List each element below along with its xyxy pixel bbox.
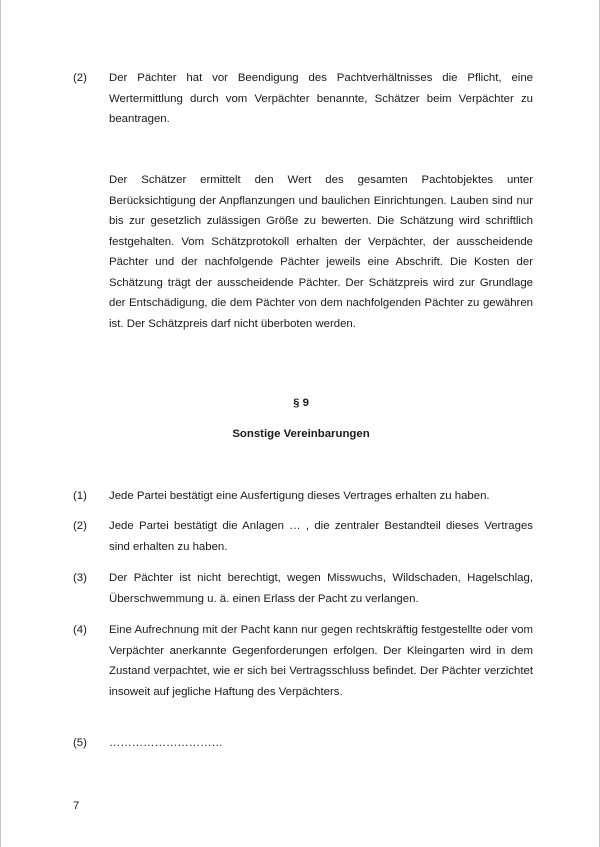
paragraph-8-2	[73, 68, 533, 130]
paragraph-number: (1)	[73, 490, 87, 502]
paragraph-number: (2)	[73, 72, 87, 84]
paragraph-text: Der Pächter hat vor Beendigung des Pachtverhältnisses die Pflicht, eine Wertermittlung durch vom Verpächter benannte, Schätzer beim Verpächter zu beantragen.	[109, 72, 533, 125]
paragraph-text: Jede Partei bestätigt eine Ausfertigung dieses Vertrages erhalten zu haben.	[109, 490, 490, 502]
paragraph-9-2	[73, 516, 533, 557]
paragraph-number: (5)	[73, 737, 87, 749]
paragraph-number: (3)	[73, 572, 87, 584]
paragraph-9-4	[73, 620, 533, 702]
paragraph-number: (2)	[73, 520, 87, 532]
paragraph-9-3	[73, 568, 533, 609]
paragraph-schaetzer: Der Schätzer ermittelt den Wert des gesamten Pachtobjektes unter Berücksichtigung der Anpflanzungen und baulichen Einrichtungen. Lauben sind nur bis zur gesetzlich zulässigen Größe zu bewerten. Die Schätzung wird schriftlich festgehalten. Vom Schätzprotokoll erhalten der Verpächter, der ausscheidende Pächter und der nachfolgende Pächter jeweils eine Abschrift. Die Kosten der Schätzung trägt der ausscheidende Pächter. Der Schätzpreis wird zur Grundlage der Entschädigung, die dem Pächter von dem nachfolgenden Pächter zu gewähren ist. Der Schätzpreis darf nicht überboten werden.	[109, 174, 533, 330]
paragraph-text: Der Pächter ist nicht berechtigt, wegen Misswuchs, Wildschaden, Hagelschlag, Überschwemmung u. ä. einen Erlass der Pacht zu verlangen.	[109, 572, 533, 605]
paragraph-number: (4)	[73, 624, 87, 636]
section-heading: § 9	[293, 397, 309, 409]
paragraph-text: …………………………	[109, 737, 223, 749]
section-title: Sonstige Vereinbarungen	[232, 428, 370, 440]
paragraph-text: Eine Aufrechnung mit der Pacht kann nur gegen rechtskräftig festgestellte oder vom Verpächter anerkannte Gegenforderungen erfolgen. Der Kleingarten wird in dem Zustand verpachtet, wie er sich bei Vertragsschluss befindet. Der Pächter verzichtet insoweit auf jegliche Haftung des Verpächters.	[109, 624, 533, 698]
paragraph-text: Jede Partei bestätigt die Anlagen … , die zentraler Bestandteil dieses Vertrages sind erhalten zu haben.	[109, 520, 533, 553]
page-number: 7	[73, 800, 80, 812]
paragraph-9-1	[73, 486, 533, 507]
paragraph-9-5	[73, 733, 533, 754]
